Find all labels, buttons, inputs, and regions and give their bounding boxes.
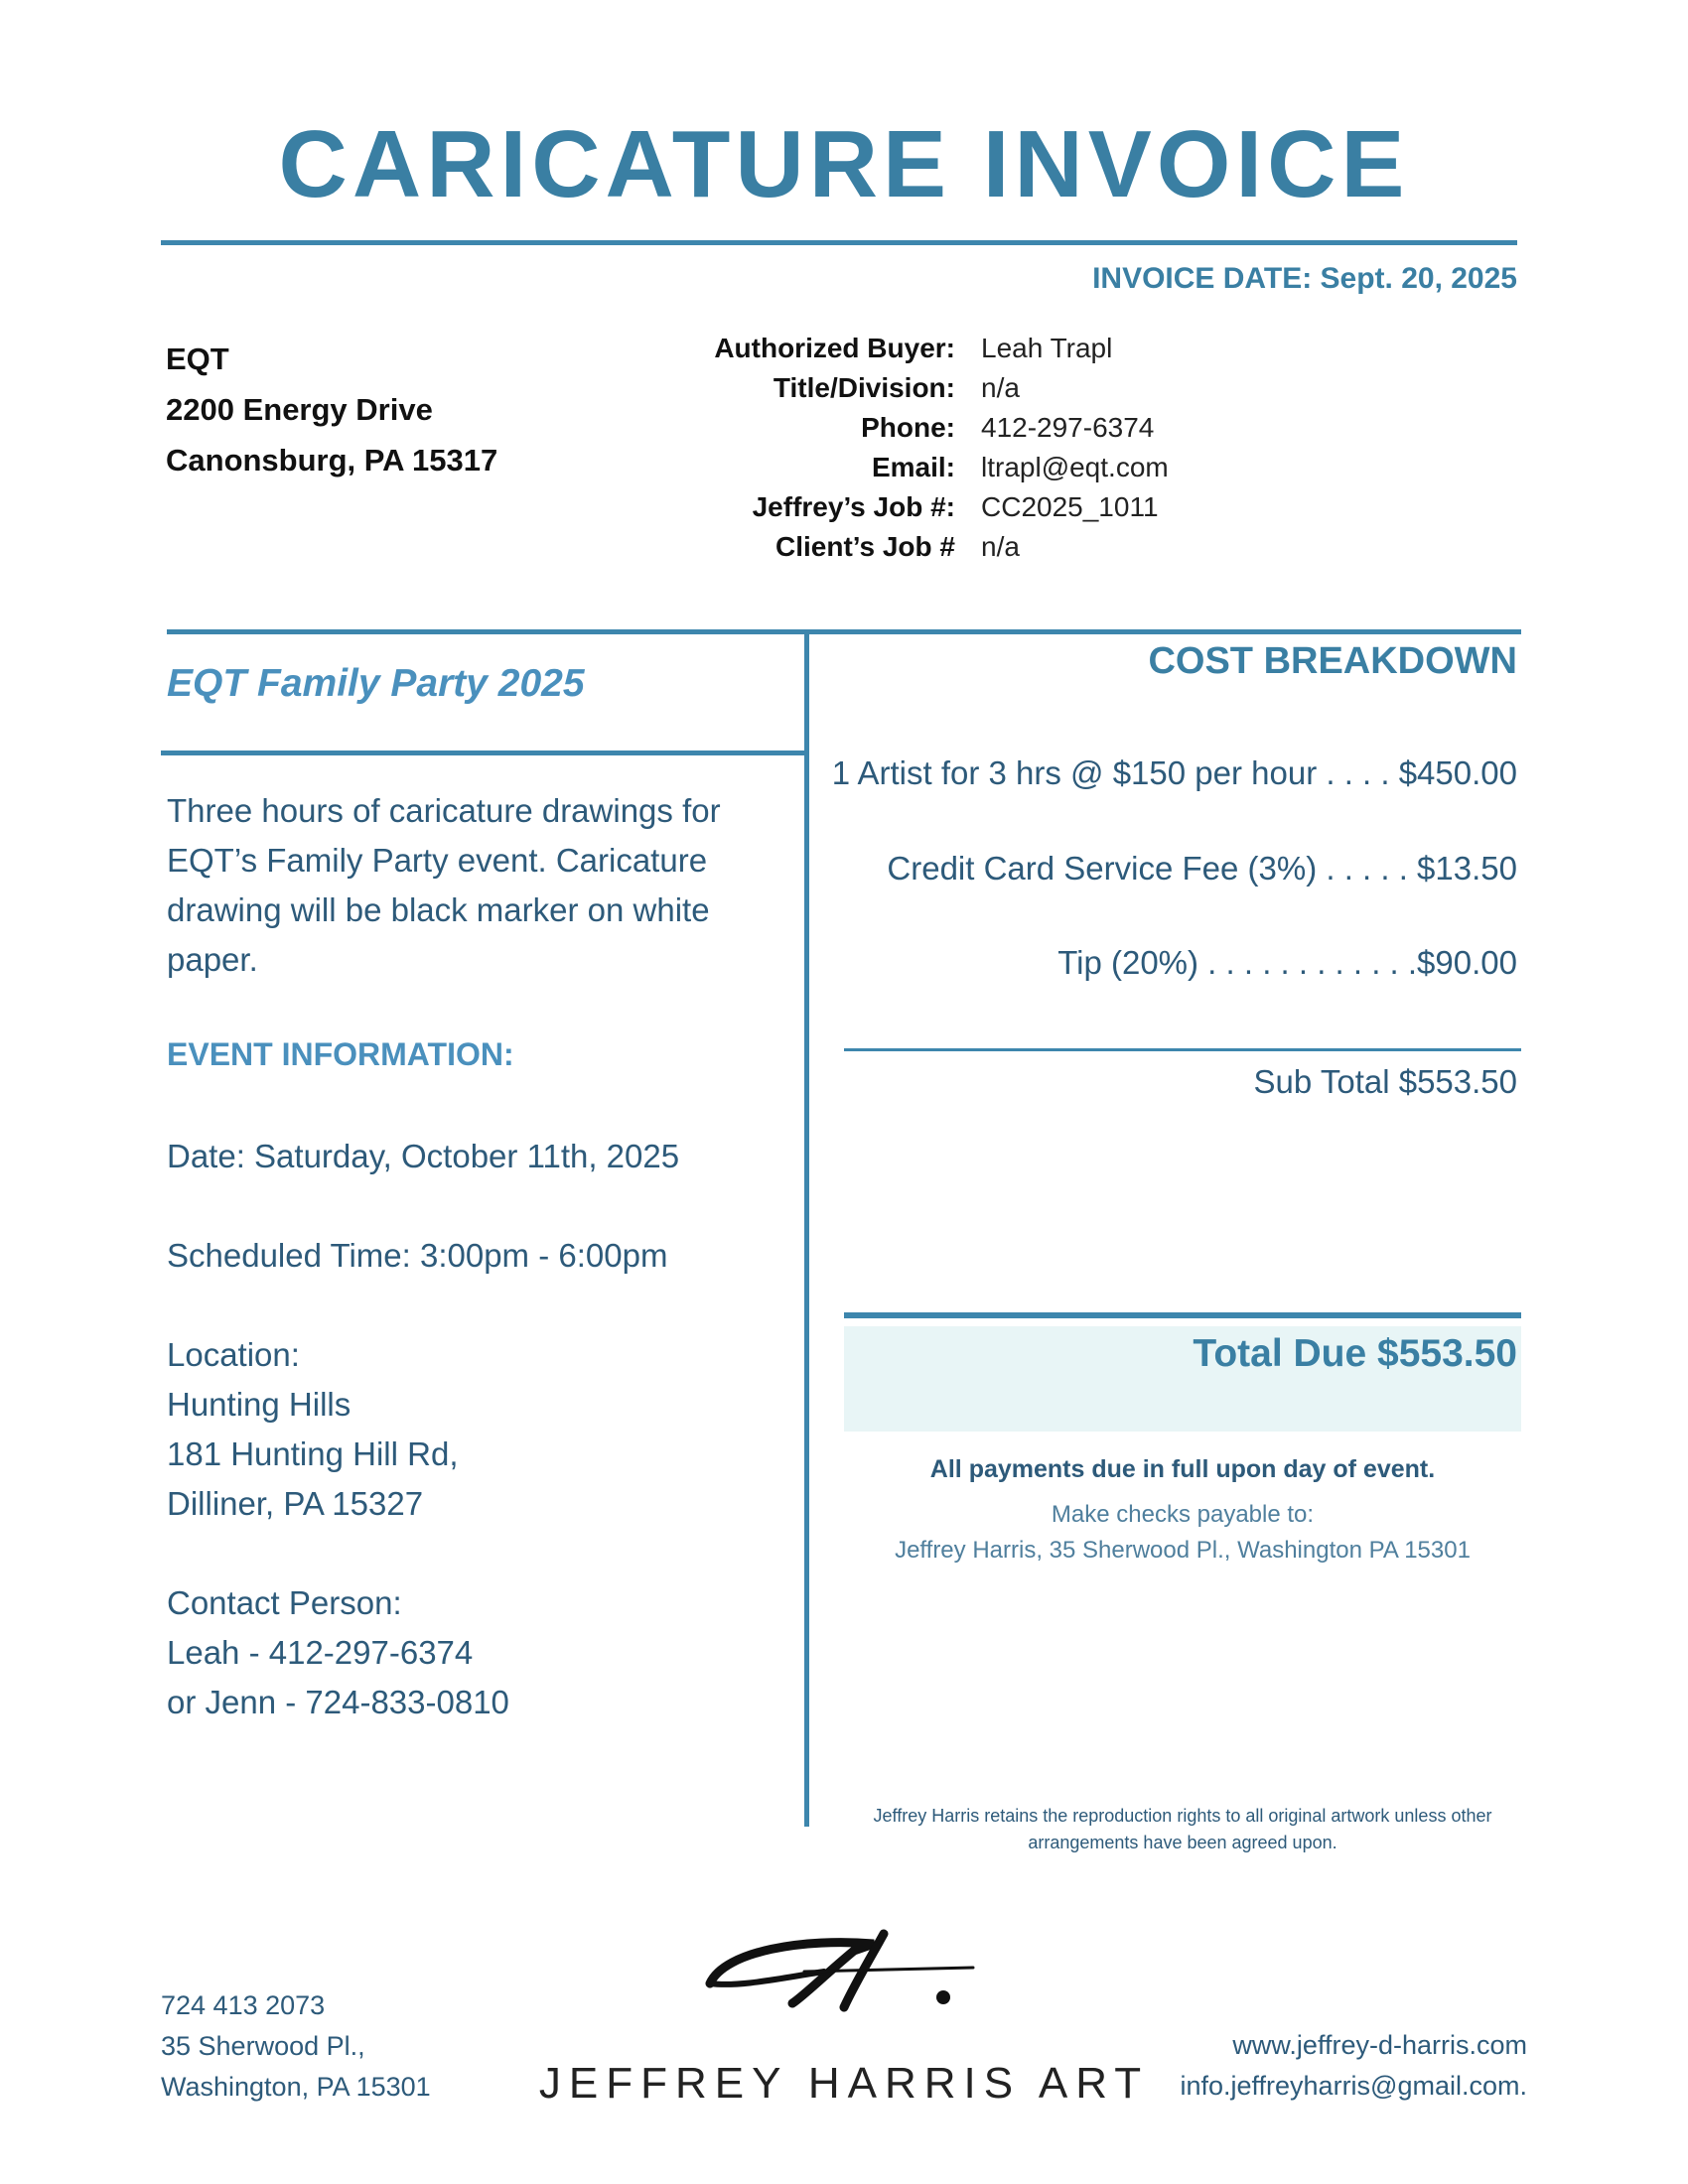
section-divider (167, 629, 1521, 634)
footer-web-contact (1180, 2025, 1527, 2107)
cost-line-card-fee: Credit Card Service Fee (3%) . . . . . $13.50 (887, 850, 1517, 887)
jh-signature-logo (695, 1916, 993, 2025)
event-time: Scheduled Time: 3:00pm - 6:00pm (167, 1237, 668, 1274)
client-city: Canonsburg, PA 15317 (166, 443, 498, 478)
meta-label: Title/Division: (773, 372, 955, 403)
cost-breakdown-heading: COST BREAKDOWN (1148, 640, 1517, 682)
location-city: Dilliner, PA 15327 (167, 1485, 424, 1522)
contact-jenn: or Jenn - 724-833-0810 (167, 1684, 509, 1720)
meta-label: Email: (871, 452, 955, 482)
location-street: 181 Hunting Hill Rd, (167, 1435, 459, 1472)
meta-value: n/a (981, 372, 1020, 403)
footer-street: 35 Sherwood Pl., (161, 2031, 365, 2061)
invoice-title: CARICATURE INVOICE (278, 111, 1410, 217)
project-title-divider (161, 751, 804, 755)
meta-value: n/a (981, 531, 1020, 562)
meta-value: CC2025_1011 (981, 491, 1159, 522)
project-title: EQT Family Party 2025 (167, 662, 585, 705)
total-due: Total Due $553.50 (1193, 1332, 1517, 1375)
project-description: Three hours of caricature drawings for EQT’s Family Party event. Caricature drawing will be black marker on white paper. (167, 792, 721, 978)
event-contact (167, 1578, 509, 1727)
contact-label: Contact Person: (167, 1584, 402, 1621)
invoice-date: INVOICE DATE: Sept. 20, 2025 (1092, 262, 1517, 295)
meta-label: Client’s Job # (774, 531, 955, 562)
meta-value: ltrapl@eqt.com (981, 452, 1169, 482)
cost-line-tip: Tip (20%) . . . . . . . . . . . .$90.00 (1057, 944, 1517, 981)
meta-value: Leah Trapl (981, 333, 1113, 363)
meta-value: 412-297-6374 (981, 412, 1155, 443)
footer-phone: 724 413 2073 (161, 1990, 326, 2020)
client-name: EQT (166, 341, 229, 376)
meta-label: Authorized Buyer: (714, 333, 955, 363)
contact-leah: Leah - 412-297-6374 (167, 1634, 474, 1671)
client-street: 2200 Energy Drive (166, 392, 433, 427)
subtotal-divider (844, 1048, 1521, 1051)
header-divider (161, 240, 1517, 245)
rights-notice: Jeffrey Harris retains the reproduction rights to all original artwork unless other arrangements have been agreed upon. (873, 1806, 1492, 1852)
column-divider (804, 631, 809, 1827)
cost-line-artist: 1 Artist for 3 hrs @ $150 per hour . . . . $450.00 (831, 754, 1517, 791)
checks-label: Make checks payable to: (1051, 1501, 1315, 1528)
footer-email[interactable]: info.jeffreyharris@gmail.com. (1180, 2071, 1527, 2101)
meta-label: Phone: (861, 412, 955, 443)
footer-website[interactable]: www.jeffrey-d-harris.com (1232, 2030, 1527, 2060)
subtotal: Sub Total $553.50 (1253, 1063, 1517, 1100)
brand-name: JEFFREY HARRIS ART (538, 2059, 1150, 2108)
event-location (167, 1330, 459, 1529)
location-name: Hunting Hills (167, 1386, 352, 1423)
total-divider (844, 1312, 1521, 1318)
checks-address: Jeffrey Harris, 35 Sherwood Pl., Washington PA 15301 (895, 1537, 1471, 1564)
payment-terms: All payments due in full upon day of event. (929, 1455, 1436, 1483)
event-date: Date: Saturday, October 11th, 2025 (167, 1138, 680, 1174)
client-address (166, 334, 497, 485)
event-info-heading: EVENT INFORMATION: (167, 1036, 514, 1072)
location-label: Location: (167, 1336, 300, 1373)
meta-label: Jeffrey’s Job #: (752, 491, 955, 522)
footer-city: Washington, PA 15301 (161, 2072, 431, 2102)
